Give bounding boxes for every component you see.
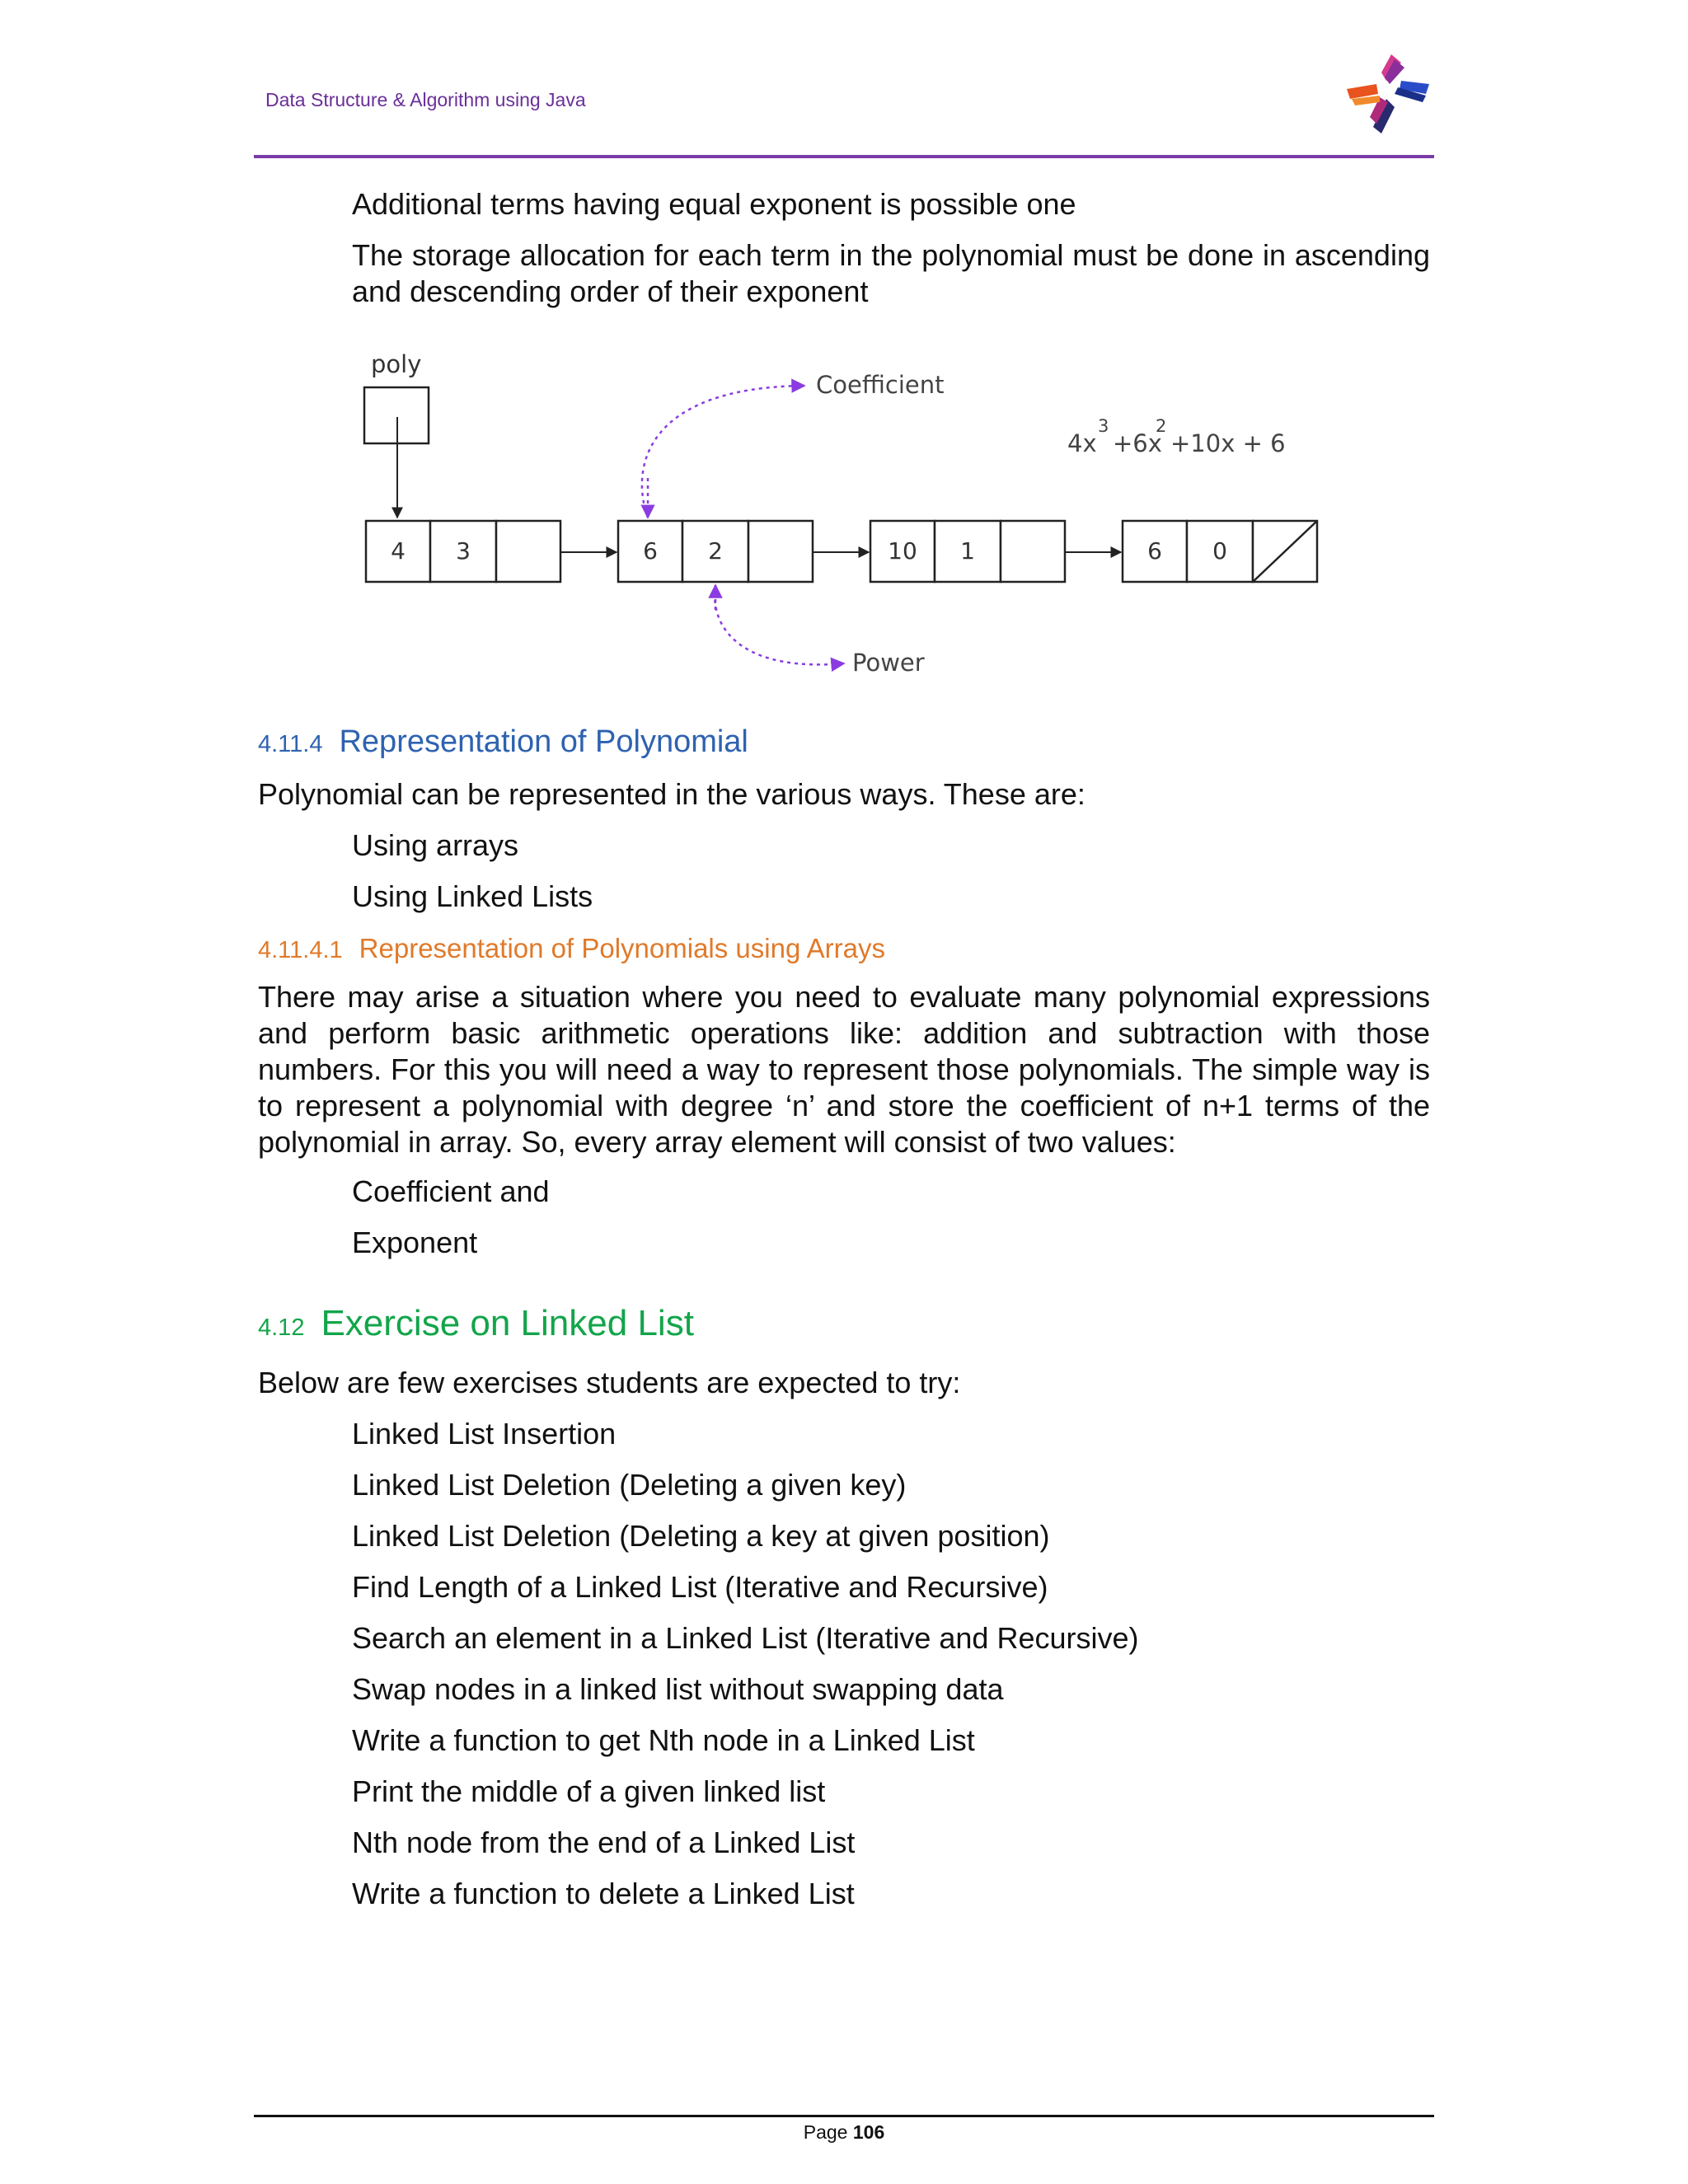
list-item: Exponent xyxy=(352,1226,478,1259)
svg-text:4x: 4x xyxy=(1067,429,1097,457)
list-item: Write a function to get Nth node in a Linked List xyxy=(352,1723,975,1757)
node-coefficient: 6 xyxy=(1147,537,1162,565)
publisher-logo xyxy=(1343,51,1434,138)
node-coefficient: 6 xyxy=(643,537,658,565)
list-item: Using arrays xyxy=(352,828,519,862)
page-number: Page 106 xyxy=(803,2121,885,2143)
list-item: Search an element in a Linked List (Iterative and Recursive) xyxy=(352,1621,1139,1655)
list-node xyxy=(1123,521,1317,582)
list-node xyxy=(366,521,560,582)
svg-text:+10x + 6: +10x + 6 xyxy=(1170,429,1286,457)
list-item: Print the middle of a given linked list xyxy=(352,1774,826,1808)
list-item: Linked List Deletion (Deleting a given key) xyxy=(352,1468,907,1502)
list-item: Nth node from the end of a Linked List xyxy=(352,1825,856,1859)
node-coefficient: 10 xyxy=(888,537,917,565)
node-power: 0 xyxy=(1212,537,1227,565)
polynomial-formula xyxy=(1067,416,1286,457)
list-item: Find Length of a Linked List (Iterative and Recursive) xyxy=(352,1570,1048,1604)
intro-line-1: Additional terms having equal exponent is possible one xyxy=(352,187,1076,221)
coefficient-label: Coefficient xyxy=(816,371,945,399)
node-power: 1 xyxy=(960,537,975,565)
section-4-12-intro: Below are few exercises students are expected to try: xyxy=(258,1366,961,1399)
list-item: Swap nodes in a linked list without swapping data xyxy=(352,1672,1004,1706)
section-4-11-4-1-body: There may arise a situation where you need to evaluate many polynomial expressions and perform basic arithmetic operations like: addition and subtraction with those numbers. For this you will need a way to represent those polynomials. The simple way is to represent a polynomial with degree ‘n’ and store the coefficient of n+1 terms of the polynomial in array. So, every array element will consist of two values: xyxy=(258,980,1430,1159)
running-header: Data Structure & Algorithm using Java xyxy=(265,89,586,110)
svg-text:3: 3 xyxy=(1098,416,1109,436)
node-power: 2 xyxy=(708,537,723,565)
list-node xyxy=(870,521,1065,582)
list-node xyxy=(618,521,813,582)
power-label: Power xyxy=(852,649,925,677)
list-item: Using Linked Lists xyxy=(352,879,593,913)
section-heading-4-11-4-1: 4.11.4.1 Representation of Polynomials using Arrays xyxy=(258,933,885,963)
list-item: Linked List Deletion (Deleting a key at given position) xyxy=(352,1519,1050,1553)
list-item: Write a function to delete a Linked List xyxy=(352,1877,855,1910)
footer-rule xyxy=(254,2115,1434,2117)
list-item: Coefficient and xyxy=(352,1174,550,1208)
section-heading-4-12: 4.12 Exercise on Linked List xyxy=(258,1303,694,1343)
section-4-11-4-intro: Polynomial can be represented in the various ways. These are: xyxy=(258,777,1085,811)
svg-text:+6x: +6x xyxy=(1113,429,1162,457)
poly-label: poly xyxy=(371,350,422,378)
list-item: Linked List Insertion xyxy=(352,1417,617,1451)
node-coefficient: 4 xyxy=(391,537,406,565)
polynomial-linked-list-diagram xyxy=(346,338,1335,684)
intro-line-2: The storage allocation for each term in the polynomial must be done in ascending and descending order of their exponent xyxy=(352,238,1430,308)
svg-text:2: 2 xyxy=(1156,416,1167,436)
section-heading-4-11-4: 4.11.4 Representation of Polynomial xyxy=(258,724,748,759)
node-power: 3 xyxy=(456,537,471,565)
header-rule xyxy=(254,155,1434,158)
